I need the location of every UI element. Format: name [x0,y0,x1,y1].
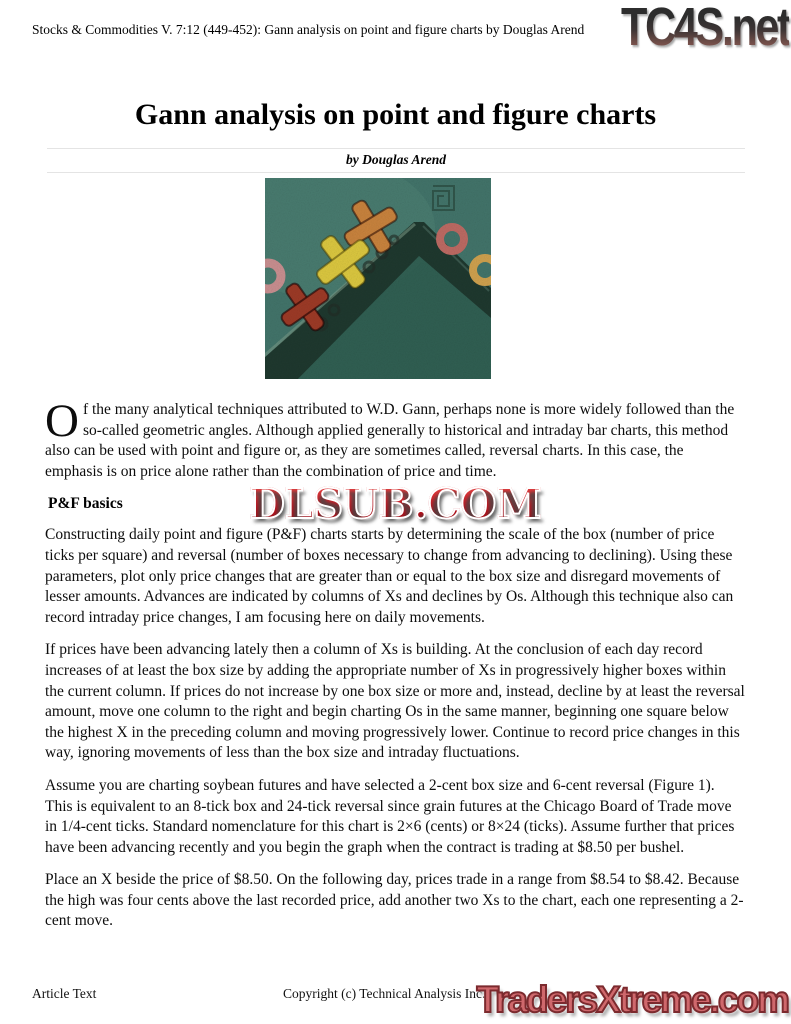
drop-cap: O [45,395,79,447]
page-header [0,0,791,62]
page-footer [0,960,791,1024]
article-title: Gann analysis on point and figure charts [134,98,657,131]
paragraph-place-x: Place an X beside the price of $8.50. On the following day, prices trade in a range from $8.54 to $8.42. Because the high was four cents above the last recorded price, add another two Xs to the chart, each one representing a 2-cent move. [45,871,744,930]
byline-block [47,148,745,173]
article-content [45,178,745,932]
section-heading-pf-basics: P&F basics [48,495,123,513]
intro-text: f the many analytical techniques attributed to W.D. Gann, perhaps none is more widely followed than the so-called geometric angles. Although applied generally to historical and intraday bar charts, this method also can be used with point and figure or, as they are sometimes called, reversal charts. In this case, the emphasis is on price alone rather than the combination of price and time. [45,401,735,480]
footer-article-text-label: Article Text [32,986,97,1001]
footer-copyright: Copyright (c) Technical Analysis Inc. [283,986,486,1001]
paragraph-constructing: Constructing daily point and figure (P&F) charts starts by determining the scale of the box (number of price ticks per square) and reversal (number of boxes necessary to change from advancing to declining). Using these parameters, plot only price changes that are greater than or equal to the box size and disregard movements of lesser amounts. Advances are indicated by columns of Xs and declines by Os. Although this technique also can record intraday price changes, I am focusing here on daily movements. [45,526,734,626]
tc4s-logo[interactable]: TC4S.net [620,0,789,57]
paragraph-advancing: If prices have been advancing lately then a column of Xs is building. At the conclusion of each day record increases of at least the box size by adding the appropriate number of Xs in progressively higher boxes within the current column. If prices do not increase by one box size or more and, instead, decline by at least the reversal amount, move one column to the right and begin charting Os in the same manner, beginning one square below the highest X in the preceding column and moving progressively lower. Continue to record price changes in this way, ignoring movements of less than the box size and intraday fluctuations. [45,641,745,762]
byline-rule-bottom [47,172,745,173]
citation-text: Stocks & Commodities V. 7:12 (449-452): Gann analysis on point and figure charts by Douglas Arend [32,22,585,37]
article-illustration [265,178,491,379]
grain-overlay [265,178,491,379]
xo-mountain-art [265,178,491,379]
byline: by Douglas Arend [345,152,446,167]
dlsub-watermark[interactable]: DLSUB.COM [249,480,542,528]
intro-paragraph [45,395,745,482]
tradersxtreme-logo[interactable]: TradersXtreme.com [476,979,788,1020]
paragraph-soybean-example: Assume you are charting soybean futures and have selected a 2-cent box size and 6-cent reversal (Figure 1). This is equivalent to an 8-tick box and 24-tick reversal since grain futures at the Chicago Board of Trade move in 1/4-cent ticks. Standard nomenclature for this chart is 2×6 (cents) or 8×24 (ticks). Assume further that prices have been advancing recently and you begin the graph when the contract is trading at $8.50 per bushel. [45,776,735,856]
